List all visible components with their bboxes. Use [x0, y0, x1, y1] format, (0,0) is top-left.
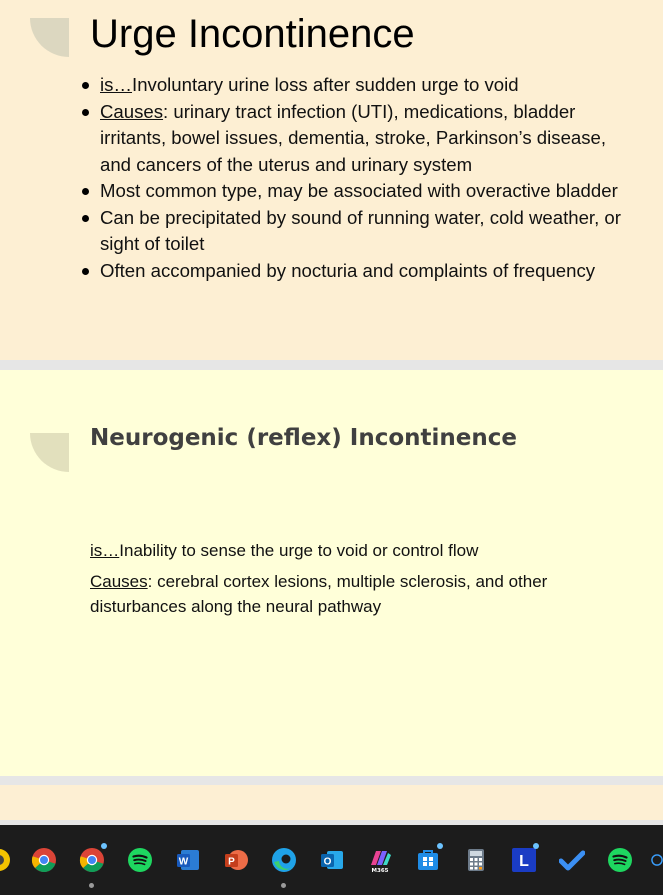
paragraph-lead: Causes — [90, 572, 148, 591]
paragraph-lead: is… — [90, 541, 120, 560]
slide-next-partial[interactable] — [0, 785, 663, 820]
check-icon[interactable] — [559, 847, 585, 873]
bullet-text: Most common type, may be associated with overactive bladder — [100, 180, 618, 201]
taskbar — [0, 825, 663, 895]
paragraph-text: Inability to sense the urge to void or control flow — [119, 541, 479, 560]
svg-text:L: L — [519, 853, 529, 870]
store-icon[interactable] — [415, 847, 441, 873]
m365-icon[interactable] — [367, 847, 393, 873]
chrome-icon[interactable] — [79, 847, 105, 873]
quarter-circle-decoration-icon — [30, 18, 69, 57]
bullet-text: Involuntary urine loss after sudden urge to void — [132, 74, 519, 95]
edge-icon[interactable] — [271, 847, 297, 873]
slide-title: Neurogenic (reflex) Incontinence — [90, 425, 517, 451]
slide-urge-incontinence[interactable] — [0, 0, 663, 360]
slide-neurogenic-incontinence[interactable] — [0, 370, 663, 776]
bullet-lead: is… — [100, 74, 133, 95]
notification-dot — [533, 843, 539, 849]
slide-title: Urge Incontinence — [90, 12, 415, 56]
powerpoint-icon[interactable] — [223, 847, 249, 873]
spotify-icon[interactable] — [607, 847, 633, 873]
bullet-text: Can be precipitated by sound of running water, cold weather, or sight of toilet — [100, 206, 621, 254]
partial-app-icon[interactable] — [0, 847, 12, 873]
svg-text:P: P — [228, 856, 235, 868]
svg-text:O: O — [323, 856, 332, 868]
definition-paragraph — [90, 538, 630, 563]
spotify-icon[interactable] — [127, 847, 153, 873]
notification-dot — [437, 843, 443, 849]
svg-text:W: W — [178, 856, 189, 868]
l-app-icon[interactable] — [511, 847, 537, 873]
running-indicator — [89, 883, 94, 888]
svg-text:M365: M365 — [371, 868, 389, 873]
bullet-item — [78, 258, 638, 285]
bullet-item — [78, 99, 638, 179]
partial-app-icon[interactable] — [651, 847, 663, 873]
calculator-icon[interactable] — [463, 847, 489, 873]
chrome-profile-icon[interactable] — [31, 847, 57, 873]
word-icon[interactable] — [175, 847, 201, 873]
quarter-circle-decoration-icon — [30, 433, 69, 472]
bullet-item — [78, 178, 638, 205]
outlook-icon[interactable] — [319, 847, 345, 873]
bullet-item — [78, 205, 638, 258]
notification-dot — [101, 843, 107, 849]
causes-paragraph — [90, 569, 630, 619]
running-indicator — [281, 883, 286, 888]
bullet-list — [78, 72, 638, 284]
bullet-text: Often accompanied by nocturia and complaints of frequency — [100, 259, 596, 281]
bullet-text: : urinary tract infection (UTI), medications, bladder irritants, bowel issues, dementia, stroke, Parkinson’s disease, and cancers of the uterus and urinary system — [100, 100, 607, 175]
bullet-lead: Causes — [100, 100, 164, 122]
bullet-item — [78, 72, 638, 99]
paragraph-text: : cerebral cortex lesions, multiple sclerosis, and other disturbances along the neural pathway — [90, 572, 548, 616]
